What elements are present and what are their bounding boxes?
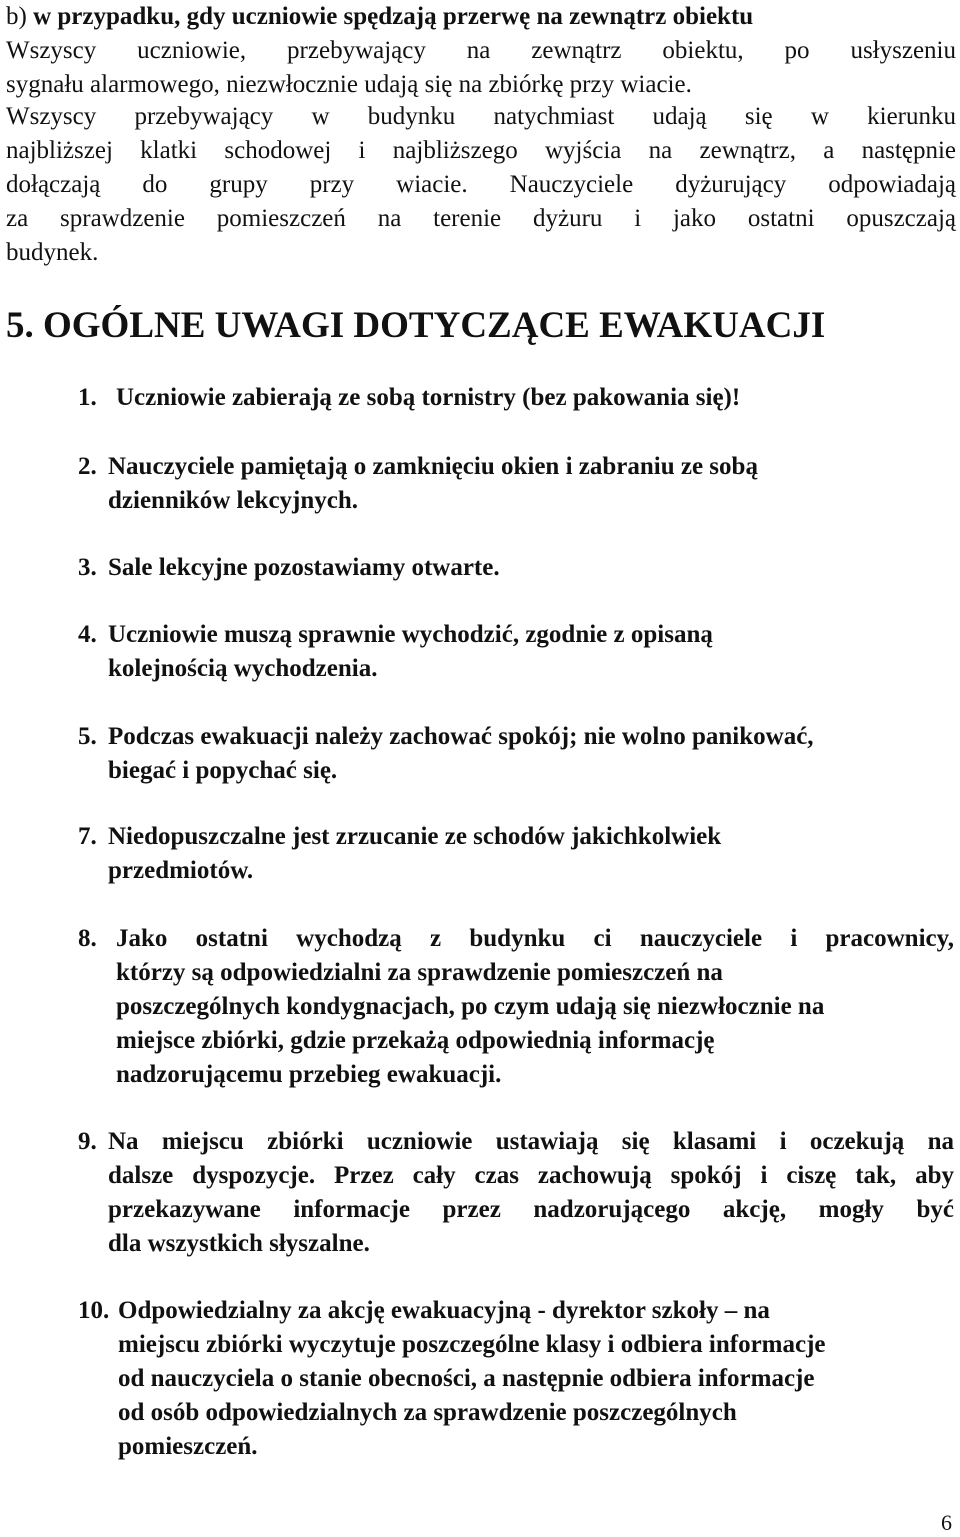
intro-heading-label: b) (6, 3, 27, 30)
intro-heading-bold: w przypadku, gdy uczniowie spędzają przerwę na zewnątrz obiektu (33, 3, 754, 30)
item-text: od nauczyciela o stanie obecności, a następnie odbiera informacje (118, 1365, 815, 1392)
page-number: 6 (941, 1510, 952, 1535)
intro-line: najbliższej klatki schodowej i najbliższego wyjścia na zewnątrz, a następnie (6, 137, 956, 164)
item-text: biegać i popychać się. (108, 757, 338, 784)
item-number: 2. (78, 453, 97, 480)
item-text: Na miejscu zbiórki uczniowie ustawiają się klasami i oczekują na (108, 1128, 954, 1155)
item-text: nadzorującemu przebieg ewakuacji. (116, 1061, 502, 1088)
item-number: 8. (78, 925, 97, 952)
item-text: Uczniowie muszą sprawnie wychodzić, zgodnie z opisaną (108, 621, 713, 648)
item-text: którzy są odpowiedzialni za sprawdzenie pomieszczeń na (116, 959, 723, 986)
item-text: dla wszystkich słyszalne. (108, 1230, 370, 1257)
intro-line: Wszyscy uczniowie, przebywający na zewnątrz obiektu, po usłyszeniu (6, 37, 956, 64)
item-text: Odpowiedzialny za akcję ewakuacyjną - dyrektor szkoły – na (118, 1297, 770, 1324)
item-text: pomieszczeń. (118, 1433, 258, 1460)
item-text: Uczniowie zabierają ze sobą tornistry (bez pakowania się)! (116, 384, 741, 411)
item-text: Podczas ewakuacji należy zachować spokój; nie wolno panikować, (108, 723, 814, 750)
item-number: 3. (78, 554, 97, 581)
item-number: 5. (78, 723, 97, 750)
item-text: dalsze dyspozycje. Przez cały czas zachowują spokój i ciszę tak, aby (108, 1162, 954, 1189)
item-number: 4. (78, 621, 97, 648)
item-text: poszczególnych kondygnacjach, po czym udają się niezwłocznie na (116, 993, 825, 1020)
section-title: 5. OGÓLNE UWAGI DOTYCZĄCE EWAKUACJI (6, 305, 826, 346)
item-text: przekazywane informacje przez nadzorującego akcję, mogły być (108, 1196, 954, 1223)
item-text: Niedopuszczalne jest zrzucanie ze schodów jakichkolwiek (108, 823, 722, 850)
item-text: dzienników lekcyjnych. (108, 487, 359, 514)
item-number: 10. (78, 1297, 110, 1324)
intro-line: budynek. (6, 239, 99, 266)
item-text: przedmiotów. (108, 857, 254, 884)
item-text: Jako ostatni wychodzą z budynku ci nauczyciele i pracownicy, (116, 925, 954, 952)
item-text: Nauczyciele pamiętają o zamknięciu okien i zabraniu ze sobą (108, 453, 758, 480)
intro-line: Wszyscy przebywający w budynku natychmiast udają się w kierunku (6, 103, 956, 130)
intro-line: sygnału alarmowego, niezwłocznie udają się na zbiórkę przy wiacie. (6, 71, 692, 98)
intro-heading (6, 2, 753, 32)
item-text: od osób odpowiedzialnych za sprawdzenie poszczególnych (118, 1399, 737, 1426)
item-number: 9. (78, 1128, 97, 1155)
item-number: 1. (78, 384, 97, 411)
intro-line: za sprawdzenie pomieszczeń na terenie dyżuru i jako ostatni opuszczają (6, 205, 956, 232)
intro-line: dołączają do grupy przy wiacie. Nauczyciele dyżurujący odpowiadają (6, 171, 956, 198)
item-number: 7. (78, 823, 97, 850)
item-text: miejscu zbiórki wyczytuje poszczególne klasy i odbiera informacje (118, 1331, 826, 1358)
item-text: Sale lekcyjne pozostawiamy otwarte. (108, 554, 500, 581)
item-text: miejsce zbiórki, gdzie przekażą odpowiednią informację (116, 1027, 715, 1054)
item-text: kolejnością wychodzenia. (108, 655, 378, 682)
